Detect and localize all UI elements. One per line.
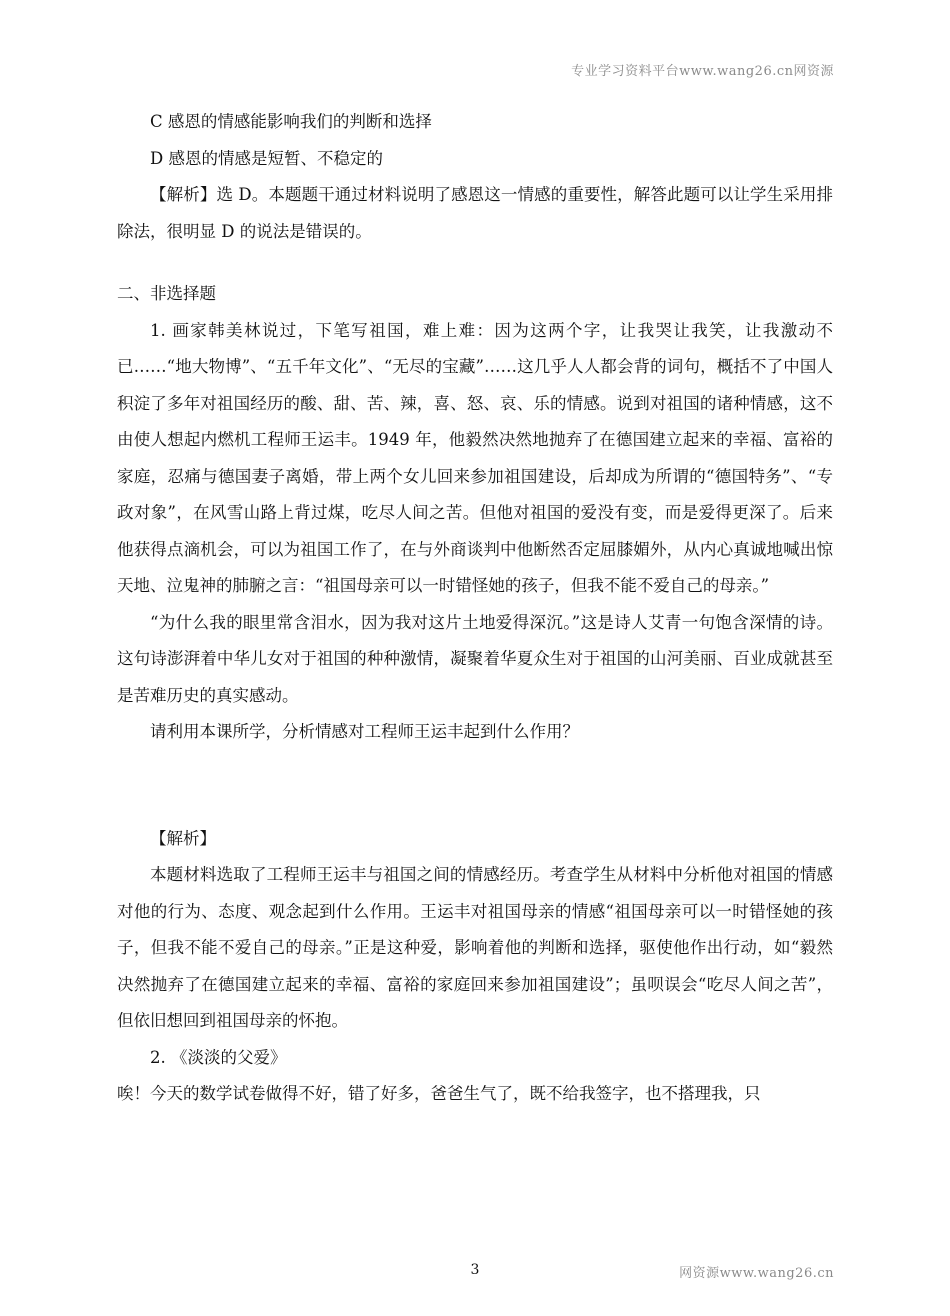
question-1-prompt: 请利用本课所学，分析情感对工程师王运丰起到什么作用？ bbox=[150, 722, 579, 741]
document-body bbox=[117, 104, 833, 1113]
analysis-2: 本题材料选取了工程师王运丰与祖国之间的情感经历。考查学生从材料中分析他对祖国的情感对他的行为、态度、观念起到什么作用。王运丰对祖国母亲的情感“祖国母亲可以一时错怪她的孩子，但我不能不爱自己的母亲。”正是这种爱，影响着他的判断和选择，驱使他作出行动，如“毅然决然抛弃了在德国建立起来的幸福、富裕的家庭回来参加祖国建设”；虽呗误会“吃尽人间之苦”，但依旧想回到祖国母亲的怀抱。 bbox=[117, 865, 833, 1030]
page-number: 3 bbox=[470, 1262, 480, 1278]
question-2-text: 唉！今天的数学试卷做得不好，错了好多，爸爸生气了，既不给我签字，也不搭理我，只 bbox=[117, 1084, 761, 1103]
analysis-2-label: 【解析】 bbox=[150, 828, 216, 848]
header-watermark: 专业学习资料平台www.wang26.cn网资源 bbox=[571, 64, 834, 79]
section-title: 二、非选择题 bbox=[117, 284, 216, 303]
option-d: D 感恩的情感是短暂、不稳定的 bbox=[150, 148, 383, 168]
analysis-1: 【解析】选 D。本题题干通过材料说明了感恩这一情感的重要性，解答此题可以让学生采用排除法，很明显 D 的说法是错误的。 bbox=[117, 185, 833, 241]
answer-space bbox=[117, 751, 833, 821]
question-1-material: 1. 画家韩美林说过，下笔写祖国，难上难：因为这两个字，让我哭让我笑，让我激动不已……“地大物博”、“五千年文化”、“无尽的宝藏”……这几乎人人都会背的词句，概括不了中国人积淀了多年对祖国经历的酸、甜、苦、辣，喜、怒、哀、乐的情感。说到对祖国的诸种情感，这不由使人想起内燃机工程师王运丰。1949 年，他毅然决然地抛弃了在德国建立起来的幸福、富裕的家庭，忍痛与德国妻子离婚，带上两个女儿回来参加祖国建设，后却成为所谓的“德国特务”、“专政对象”，在风雪山路上背过煤，吃尽人间之苦。但他对祖国的爱没有变，而是爱得更深了。后来他获得点滴机会，可以为祖国工作了，在与外商谈判中他断然否定屈膝媚外，从内心真诚地喊出惊天地、泣鬼神的肺腑之言：“祖国母亲可以一时错怪她的孩子，但我不能不爱自己的母亲。” bbox=[117, 320, 833, 595]
question-2-title: 2. 《淡淡的父爱》 bbox=[150, 1047, 287, 1067]
option-c: C 感恩的情感能影响我们的判断和选择 bbox=[150, 112, 432, 131]
question-1-poem: “为什么我的眼里常含泪水，因为我对这片土地爱得深沉。”这是诗人艾青一句饱含深情的诗。这句诗澎湃着中华儿女对于祖国的种种激情，凝聚着华夏众生对于祖国的山河美丽、百业成就甚至是苦难历史的真实感动。 bbox=[117, 612, 833, 705]
spacer bbox=[117, 250, 833, 276]
footer-watermark: 网资源www.wang26.cn bbox=[679, 1266, 834, 1281]
